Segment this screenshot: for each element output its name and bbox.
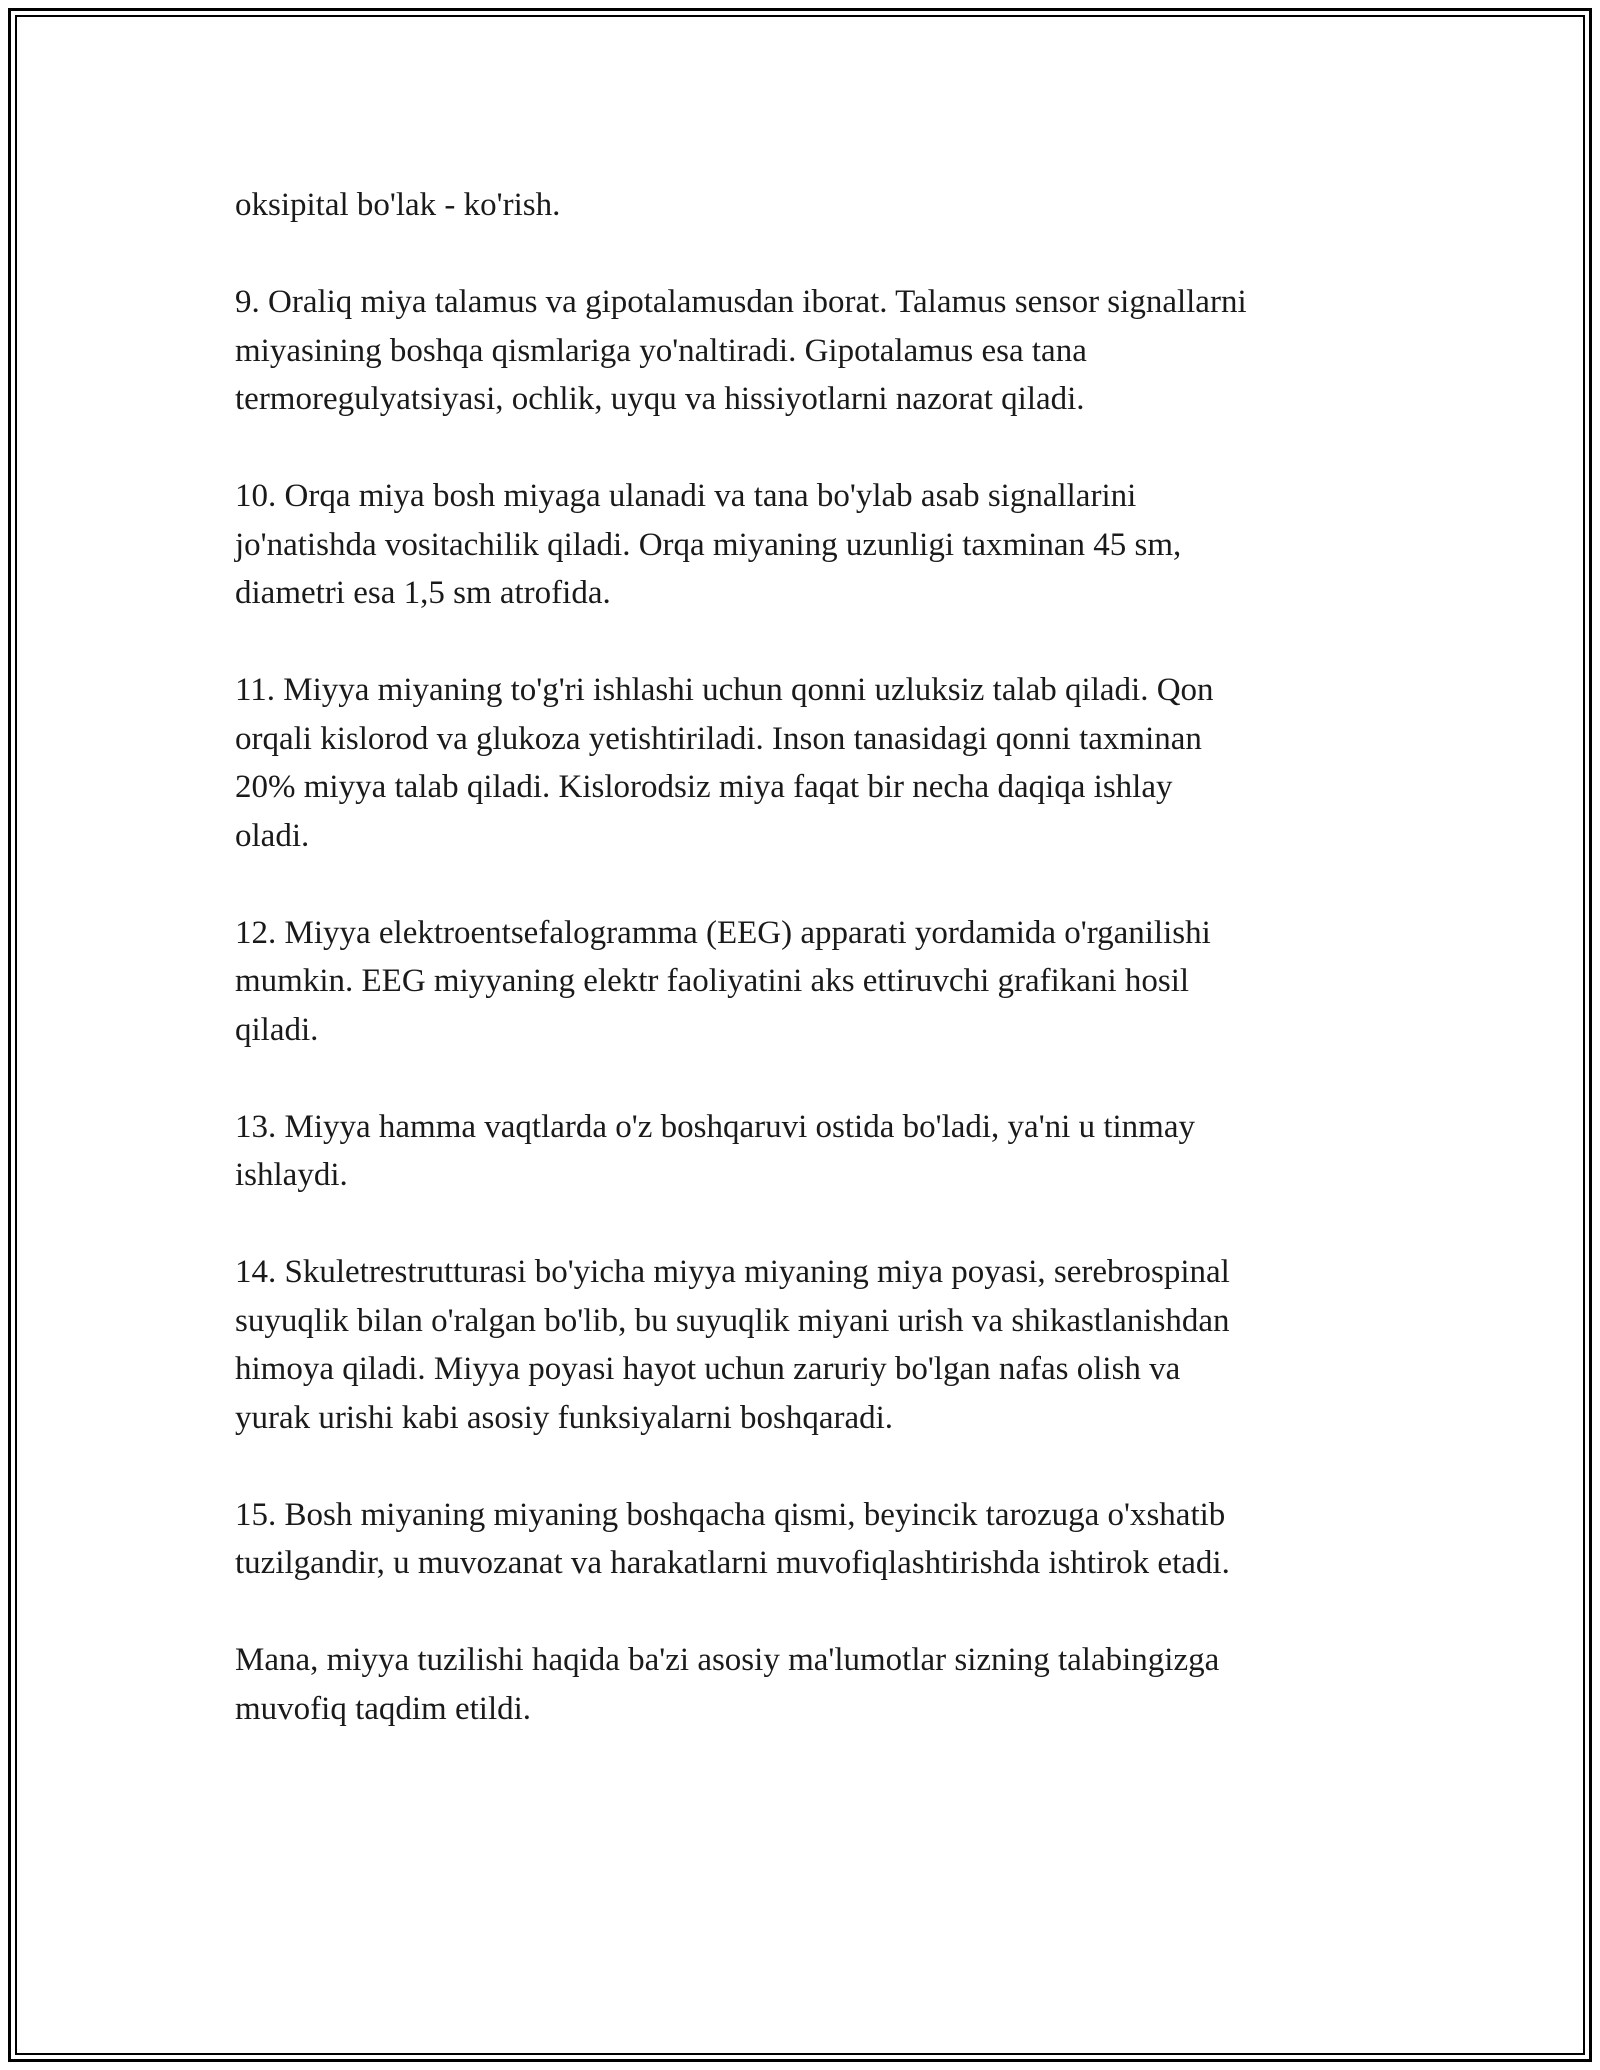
- paragraph-item-10: 10. Orqa miya bosh miyaga ulanadi va tana bo'ylab asab signallarini jo'natishda vositachilik qiladi. Orqa miyaning uzunligi taxminan 45 sm, diametri esa 1,5 sm atrofida.: [235, 478, 1182, 611]
- paragraph-item-9: 9. Oraliq miya talamus va gipotalamusdan iborat. Talamus sensor signallarni miyasining boshqa qismlariga yo'naltiradi. Gipotalamus esa tana termoregulyatsiyasi, ochlik, uyqu va hissiyotlarni nazorat qiladi.: [235, 284, 1247, 417]
- paragraph-item-11: 11. Miyya miyaning to'g'ri ishlashi uchun qonni uzluksiz talab qiladi. Qon orqali kislorod va glukoza yetishtiriladi. Inson tanasidagi qonni taxminan 20% miyya talab qiladi. Kislorodsiz miya faqat bir necha daqiqa ishlay oladi.: [235, 672, 1214, 854]
- paragraph-item-15: 15. Bosh miyaning miyaning boshqacha qismi, beyincik tarozuga o'xshatib tuzilgandir, u muvozanat va harakatlarni muvofiqlashtirishda ishtirok etadi.: [235, 1496, 1230, 1581]
- document-body: [235, 181, 1385, 1782]
- paragraph-item-12: 12. Miyya elektroentsefalogramma (EEG) apparati yordamida o'rganilishi mumkin. EEG miyyaning elektr faoliyatini aks ettiruvchi grafikani hosil qiladi.: [235, 914, 1211, 1048]
- paragraph-item-14: 14. Skuletrestrutturasi bo'yicha miyya miyaning miya poyasi, serebrospinal suyuqlik bilan o'ralgan bo'lib, bu suyuqlik miyani urish va shikastlanishdan himoya qiladi. Miyya poyasi hayot uchun zaruriy bo'lgan nafas olish va yurak urishi kabi asosiy funksiyalarni boshqaradi.: [235, 1254, 1230, 1436]
- paragraph-conclusion: Mana, miyya tuzilishi haqida ba'zi asosiy ma'lumotlar sizning talabingizga muvofiq taqdim etildi.: [235, 1642, 1220, 1727]
- paragraph-continuation: oksipital bo'lak - ko'rish.: [235, 187, 561, 223]
- paragraph-item-13: 13. Miyya hamma vaqtlarda o'z boshqaruvi ostida bo'ladi, ya'ni u tinmay ishlaydi.: [235, 1108, 1195, 1193]
